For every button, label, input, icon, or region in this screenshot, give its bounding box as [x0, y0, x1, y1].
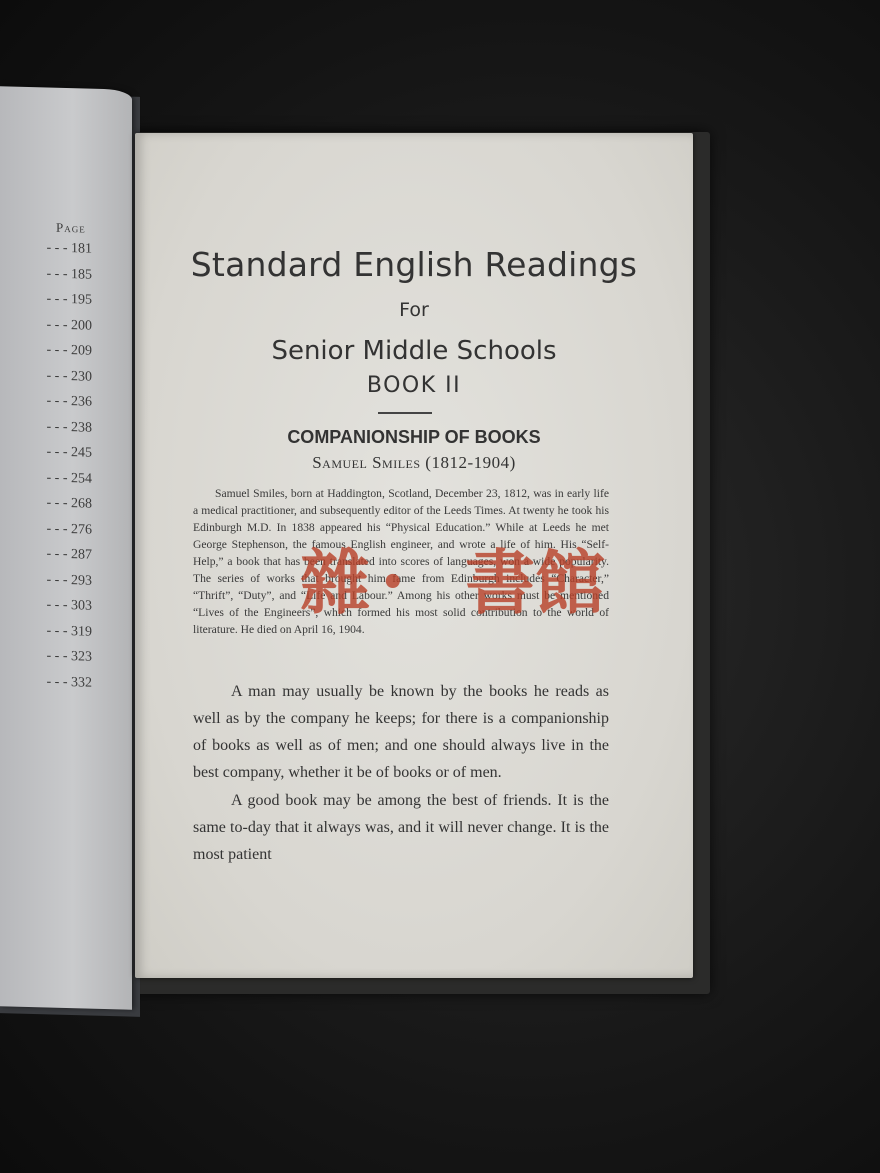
essay-paragraph: A good book may be among the best of friends. It is the same to-day that it always was, and it will never change. It is the most patient — [193, 792, 609, 863]
seal-character: 書 — [465, 541, 535, 624]
toc-page-number: - - - 185 — [46, 265, 92, 283]
toc-page-number: - - - 276 — [46, 520, 92, 538]
toc-page-number: - - - 181 — [46, 240, 92, 257]
essay-paragraph: A man may usually be known by the books he reads as well as by the company he keeps; for there is a companionship of books as well as of men; and one should always live in the best company, whether it be of books or of men. — [193, 683, 609, 781]
book-for-line: For — [399, 299, 429, 321]
toc-page-number: - - - 254 — [46, 469, 92, 487]
essay-author: Samuel Smiles (1812-1904) — [312, 453, 516, 472]
toc-page-number-list — [0, 239, 92, 700]
toc-page-number: - - - 303 — [46, 597, 92, 614]
toc-page-number: - - - 195 — [46, 291, 92, 308]
left-page-contents — [0, 86, 132, 1009]
toc-page-number: - - - 209 — [46, 342, 92, 359]
toc-page-number: - - - 236 — [46, 393, 92, 410]
toc-page-number: - - - 332 — [46, 673, 92, 691]
essay-title: COMPANIONSHIP OF BOOKS — [287, 427, 541, 447]
right-page — [135, 133, 693, 978]
author-biography: Samuel Smiles, born at Haddington, Scotland, December 23, 1812, was in early life a medical practitioner, and subsequently editor of the Leeds Times. At twenty he took his Edinburgh M.D. In 1838 appeared his “Physical Education.” While at Leeds he met George Stephenson, the famous English engineer, and wrote a life of him. His “Self-Help,” a book that has been translated into scores of languages, won a wide popularity. The series of works that brought him fame from Edinburgh includes “Character,” “Thrift”, “Duty”, and “Life and Labour.” Among his other works must be mentioned “Lives of the Engineers”, which formed his most solid contribution to the world of literature. He died on April 16, 1904. — [193, 487, 609, 636]
toc-page-heading: Page — [56, 219, 86, 236]
toc-page-number: - - - 319 — [46, 622, 92, 640]
toc-page-number: - - - 268 — [46, 495, 92, 512]
title-divider — [378, 412, 432, 414]
toc-page-number: - - - 238 — [46, 418, 92, 436]
essay-body — [193, 678, 609, 869]
toc-page-number: - - - 293 — [46, 571, 92, 589]
toc-page-number: - - - 245 — [46, 444, 92, 461]
toc-page-number: - - - 287 — [46, 546, 92, 563]
seal-character: 雜 — [300, 541, 370, 624]
book-volume: BOOK II — [366, 373, 462, 398]
toc-page-number: - - - 323 — [46, 648, 92, 665]
seal-character: • — [380, 559, 406, 606]
book-subtitle: Senior Middle Schools — [271, 336, 557, 366]
toc-page-number: - - - 200 — [46, 316, 92, 334]
toc-page-number: - - - 230 — [46, 367, 92, 385]
seal-character: 館 — [535, 541, 605, 624]
book-title: Standard English Readings — [190, 245, 638, 284]
